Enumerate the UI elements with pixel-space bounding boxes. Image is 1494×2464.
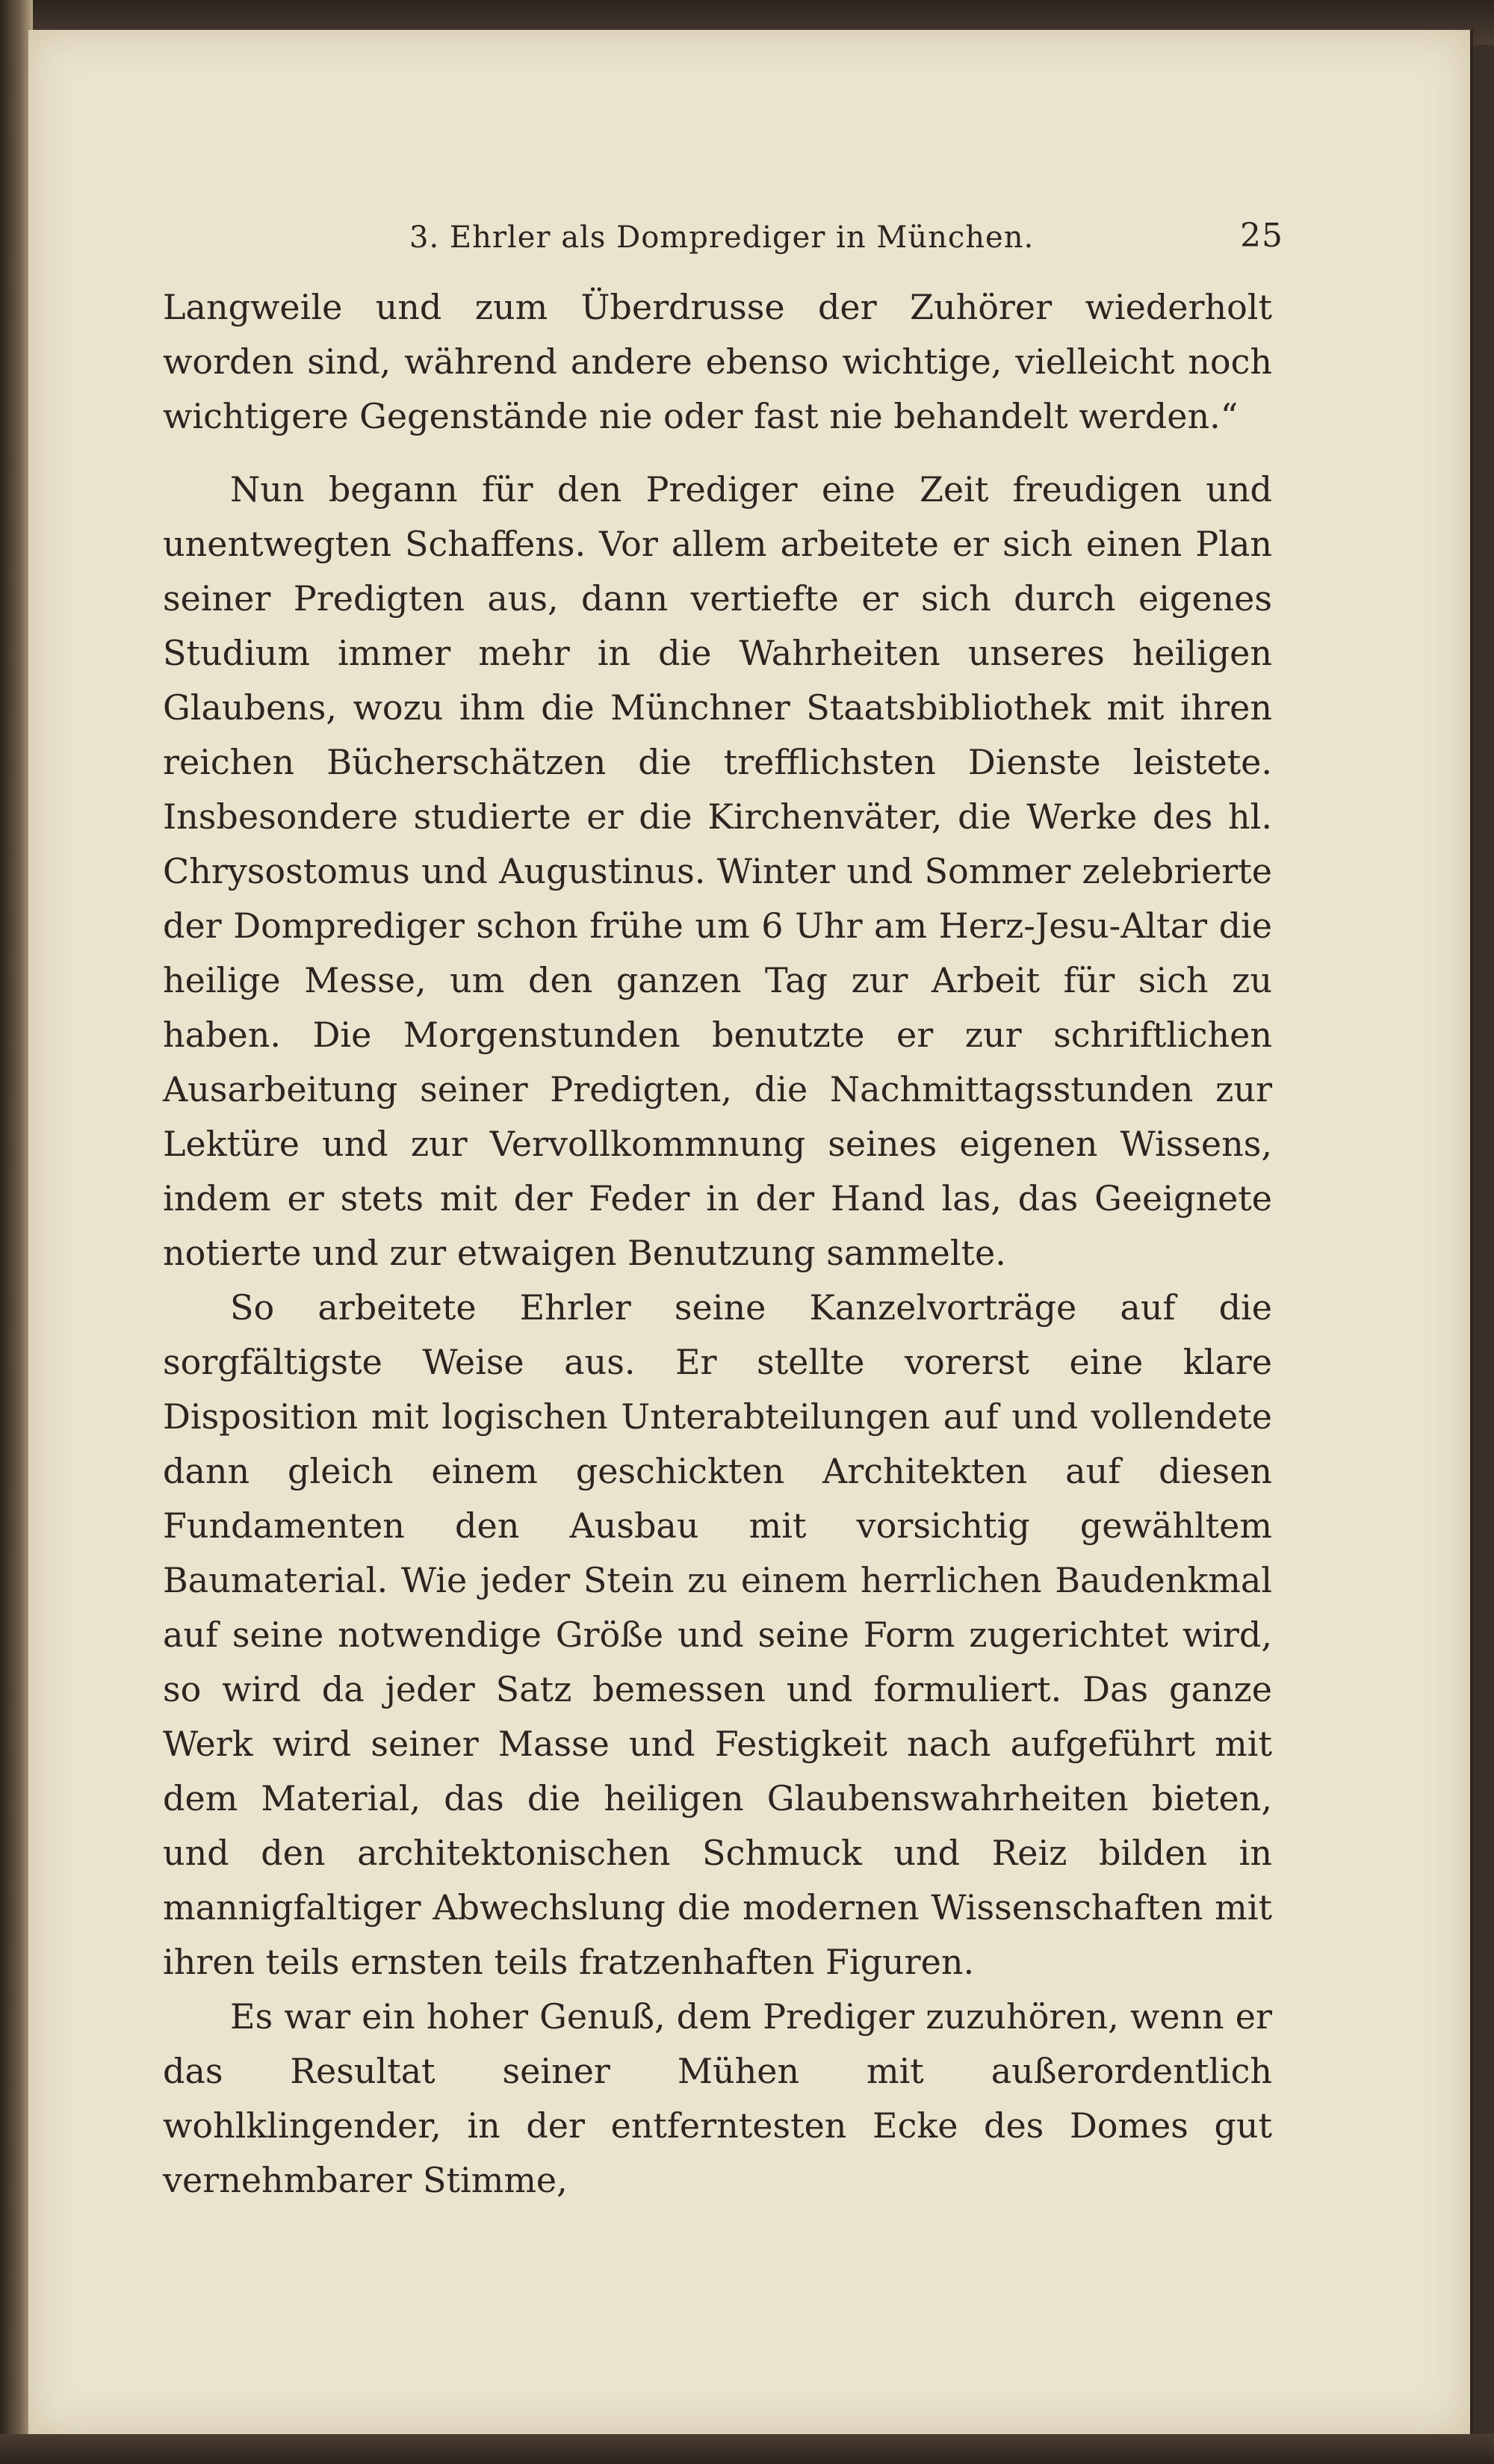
- body-text: [163, 280, 1272, 2208]
- page-number: 25: [1240, 217, 1283, 255]
- paragraph: Nun begann für den Prediger eine Zeit freudigen und unentwegten Schaffens. Vor allem arbeitete er sich einen Plan seiner Predigten aus, dann vertiefte er sich durch eigenes Studium immer mehr in die Wahrheiten unseres heiligen Glaubens, wozu ihm die Münchner Staatsbibliothek mit ihren reichen Bücherschätzen die trefflichsten Dienste leistete. Insbesondere studierte er die Kirchenväter, die Werke des hl. Chrysostomus und Augustinus. Winter und Sommer zelebrierte der Domprediger schon frühe um 6 Uhr am Herz-Jesu-Altar die heilige Messe, um den ganzen Tag zur Arbeit für sich zu haben. Die Morgenstunden benutzte er zur schriftlichen Ausarbeitung seiner Predigten, die Nachmittagsstunden zur Lektüre und zur Vervollkommnung seines eigenen Wissens, indem er stets mit der Feder in der Hand las, das Geeignete notierte und zur etwaigen Benutzung sammelte.: [163, 469, 1272, 1273]
- chapter-title: 3. Ehrler als Domprediger in München.: [409, 220, 1035, 255]
- page-content: [163, 217, 1283, 2208]
- book-binding-bottom: [0, 2434, 1494, 2464]
- paragraph: Langweile und zum Überdrusse der Zuhörer wiederholt worden sind, während andere ebenso wichtige, vielleicht noch wichtigere Gegenstände nie oder fast nie behandelt werden.“: [163, 287, 1272, 436]
- running-head: [163, 217, 1283, 280]
- paragraph: So arbeitete Ehrler seine Kanzelvorträge auf die sorgfältigste Weise aus. Er stellte vorerst eine klare Disposition mit logischen Unterabteilungen auf und vollendete dann gleich einem geschickten Architekten auf diesen Fundamenten den Ausbau mit vorsichtig gewähltem Baumaterial. Wie jeder Stein zu einem herrlichen Baudenkmal auf seine notwendige Größe und seine Form zugerichtet wird, so wird da jeder Satz bemessen und formuliert. Das ganze Werk wird seiner Masse und Festigkeit nach aufgeführt mit dem Material, das die heiligen Glaubenswahrheiten bieten, und den architektonischen Schmuck und Reiz bilden in mannigfaltiger Abwechslung die modernen Wissenschaften mit ihren teils ernsten teils fratzenhaften Figuren.: [163, 1287, 1272, 1982]
- book-page: [28, 30, 1473, 2436]
- paragraph: Es war ein hoher Genuß, dem Prediger zuzuhören, wenn er das Resultat seiner Mühen mit außerordentlich wohlklingender, in der entferntesten Ecke des Domes gut vernehmbarer Stimme,: [163, 1996, 1272, 2200]
